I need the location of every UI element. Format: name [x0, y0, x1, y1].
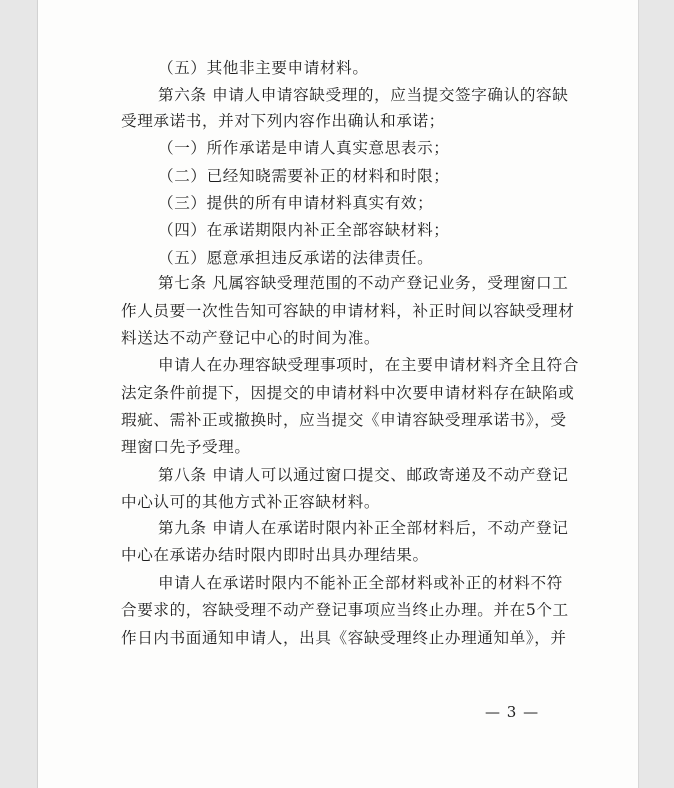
text-line: 合要求的，容缺受理不动产登记事项应当终止办理。并在5个工 — [121, 601, 569, 619]
page-number: — 3 — — [485, 703, 540, 721]
text-line: 第八条 申请人可以通过窗口提交、邮政寄递及不动产登记 — [158, 466, 569, 484]
text-line: 料送达不动产登记中心的时间为准。 — [121, 329, 381, 347]
text-line: 理窗口先予受理。 — [121, 438, 251, 456]
text-line: （五）愿意承担违反承诺的法律责任。 — [158, 249, 434, 267]
text-line: （四）在承诺期限内补正全部容缺材料； — [158, 221, 450, 239]
text-line: 中心在承诺办结时限内即时出具办理结果。 — [121, 546, 429, 564]
text-line: 中心认可的其他方式补正容缺材料。 — [121, 493, 381, 511]
page-edge-right — [638, 0, 639, 788]
text-line: （二）已经知晓需要补正的材料和时限； — [158, 167, 450, 185]
text-line: 受理承诺书，并对下列内容作出确认和承诺； — [121, 112, 445, 130]
text-line: 申请人在承诺时限内不能补正全部材料或补正的材料不符 — [158, 574, 563, 592]
text-line: 第七条 凡属容缺受理范围的不动产登记业务，受理窗口工 — [158, 274, 569, 292]
text-line: 作日内书面通知申请人，出具《容缺受理终止办理通知单》，并 — [121, 629, 567, 647]
text-line: （五）其他非主要申请材料。 — [158, 59, 369, 77]
text-line: 瑕疵、需补正或撤换时，应当提交《申请容缺受理承诺书》，受 — [121, 411, 567, 429]
text-line: 法定条件前提下，因提交的申请材料中次要申请材料存在缺陷或 — [121, 384, 575, 402]
text-line: 第六条 申请人申请容缺受理的，应当提交签字确认的容缺 — [158, 86, 569, 104]
text-line: 申请人在办理容缺受理事项时，在主要申请材料齐全且符合 — [158, 356, 580, 374]
document-page — [38, 0, 638, 788]
text-line: （三）提供的所有申请材料真实有效； — [158, 194, 434, 212]
text-line: （一）所作承诺是申请人真实意思表示； — [158, 139, 450, 157]
text-line: 第九条 申请人在承诺时限内补正全部材料后，不动产登记 — [158, 519, 569, 537]
text-line: 作人员要一次性告知可容缺的申请材料，补正时间以容缺受理材 — [121, 302, 575, 320]
